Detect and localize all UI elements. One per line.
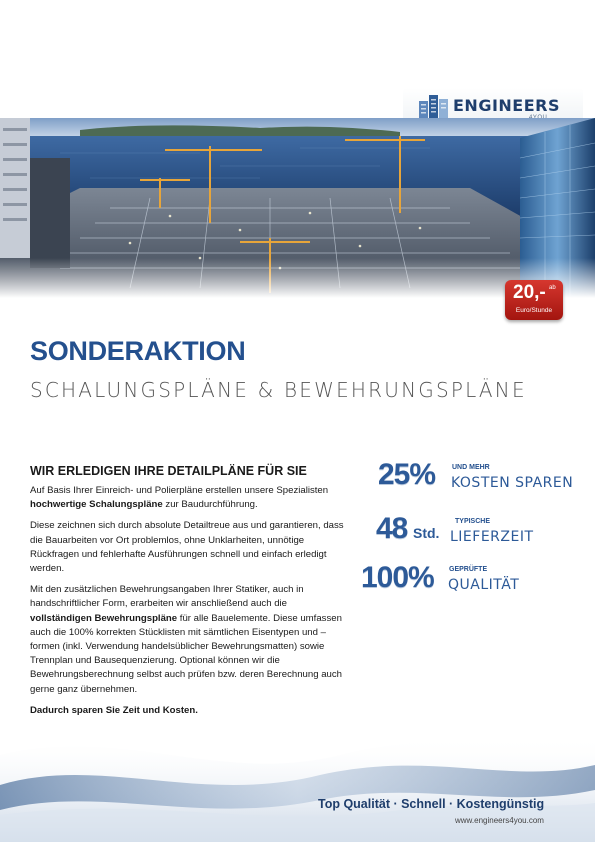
paragraph-schalungsplaene: [30, 484, 350, 512]
paragraph-text: für alle Bauelemente. Diese umfassen auch die 100% korrekten Stücklisten mit sämtlichen Eisentypen und –formen (inkl. Verwendung handelsüblicher Bewehrungsmatten) sowie Trennplan und Bausequenzierung. Optional können wir die Bewehrungsberechnung selbst auch prüfen bzw. deren Berechnung auch gerne ganz übernehmen.: [30, 612, 343, 695]
price-badge: [505, 280, 563, 320]
stat-caption: UND MEHR: [452, 464, 490, 471]
stat-number: 48: [376, 512, 408, 545]
section-heading: WIR ERLEDIGEN IHRE DETAILPLÄNE FÜR SIE: [30, 464, 307, 478]
body-text: [30, 484, 350, 725]
paragraph-text: zur Baudurchführung.: [162, 499, 258, 511]
bold-highlight: hochwertige Schalungspläne: [30, 499, 163, 511]
stat-caption: TYPISCHE: [455, 518, 491, 525]
page-subtitle: SCHALUNGSPLÄNE & BEWEHRUNGSPLÄNE: [30, 378, 527, 402]
stat-label: KOSTEN SPAREN: [451, 475, 574, 491]
bold-highlight: vollständigen Bewehrungspläne: [30, 612, 178, 624]
stat-number: 100%: [361, 561, 434, 594]
price-value: 20,-: [513, 282, 546, 303]
hero-construction-image: [0, 118, 595, 298]
stat-delivery-time: [376, 512, 576, 552]
stat-quality: [361, 561, 561, 601]
page-title: SONDERAKTION: [30, 336, 246, 366]
website-link[interactable]: www.engineers4you.com: [455, 816, 544, 825]
stat-label: LIEFERZEIT: [450, 529, 534, 545]
paragraph-text: Mit den zusätzlichen Bewehrungsangaben Ihrer Statiker, auch in handschriftlicher Form, erarbeiten wir anschließend auch die: [30, 584, 304, 610]
closing-text: Dadurch sparen Sie Zeit und Kosten.: [30, 704, 198, 716]
stat-number: 25%: [378, 458, 436, 491]
price-prefix: ab: [549, 285, 556, 291]
stat-unit: Std.: [413, 525, 440, 541]
stat-caption: GEPRÜFTE: [449, 566, 488, 573]
paragraph-bewehrungsplaene: [30, 583, 350, 697]
stat-label: QUALITÄT: [448, 577, 520, 593]
paragraph-text: Auf Basis Ihrer Einreich- und Polierpläne erstellen unsere Spezialisten: [30, 485, 329, 496]
paragraph-detailtreue: Diese zeichnen sich durch absolute Detailtreue aus und garantieren, dass die Bauarbeiten vor Ort problemlos, ohne Unklarheiten, unnötige Rückfragen und fehlerhafte Ausführungen schnell und einfach erledigt werden.: [30, 520, 344, 575]
logo-name: ENGINEERS: [453, 96, 560, 115]
stat-cost-savings: [378, 458, 578, 498]
footer-slogan: Top Qualität · Schnell · Kostengünstig: [318, 797, 545, 811]
price-unit: Euro/Stunde: [515, 307, 553, 314]
